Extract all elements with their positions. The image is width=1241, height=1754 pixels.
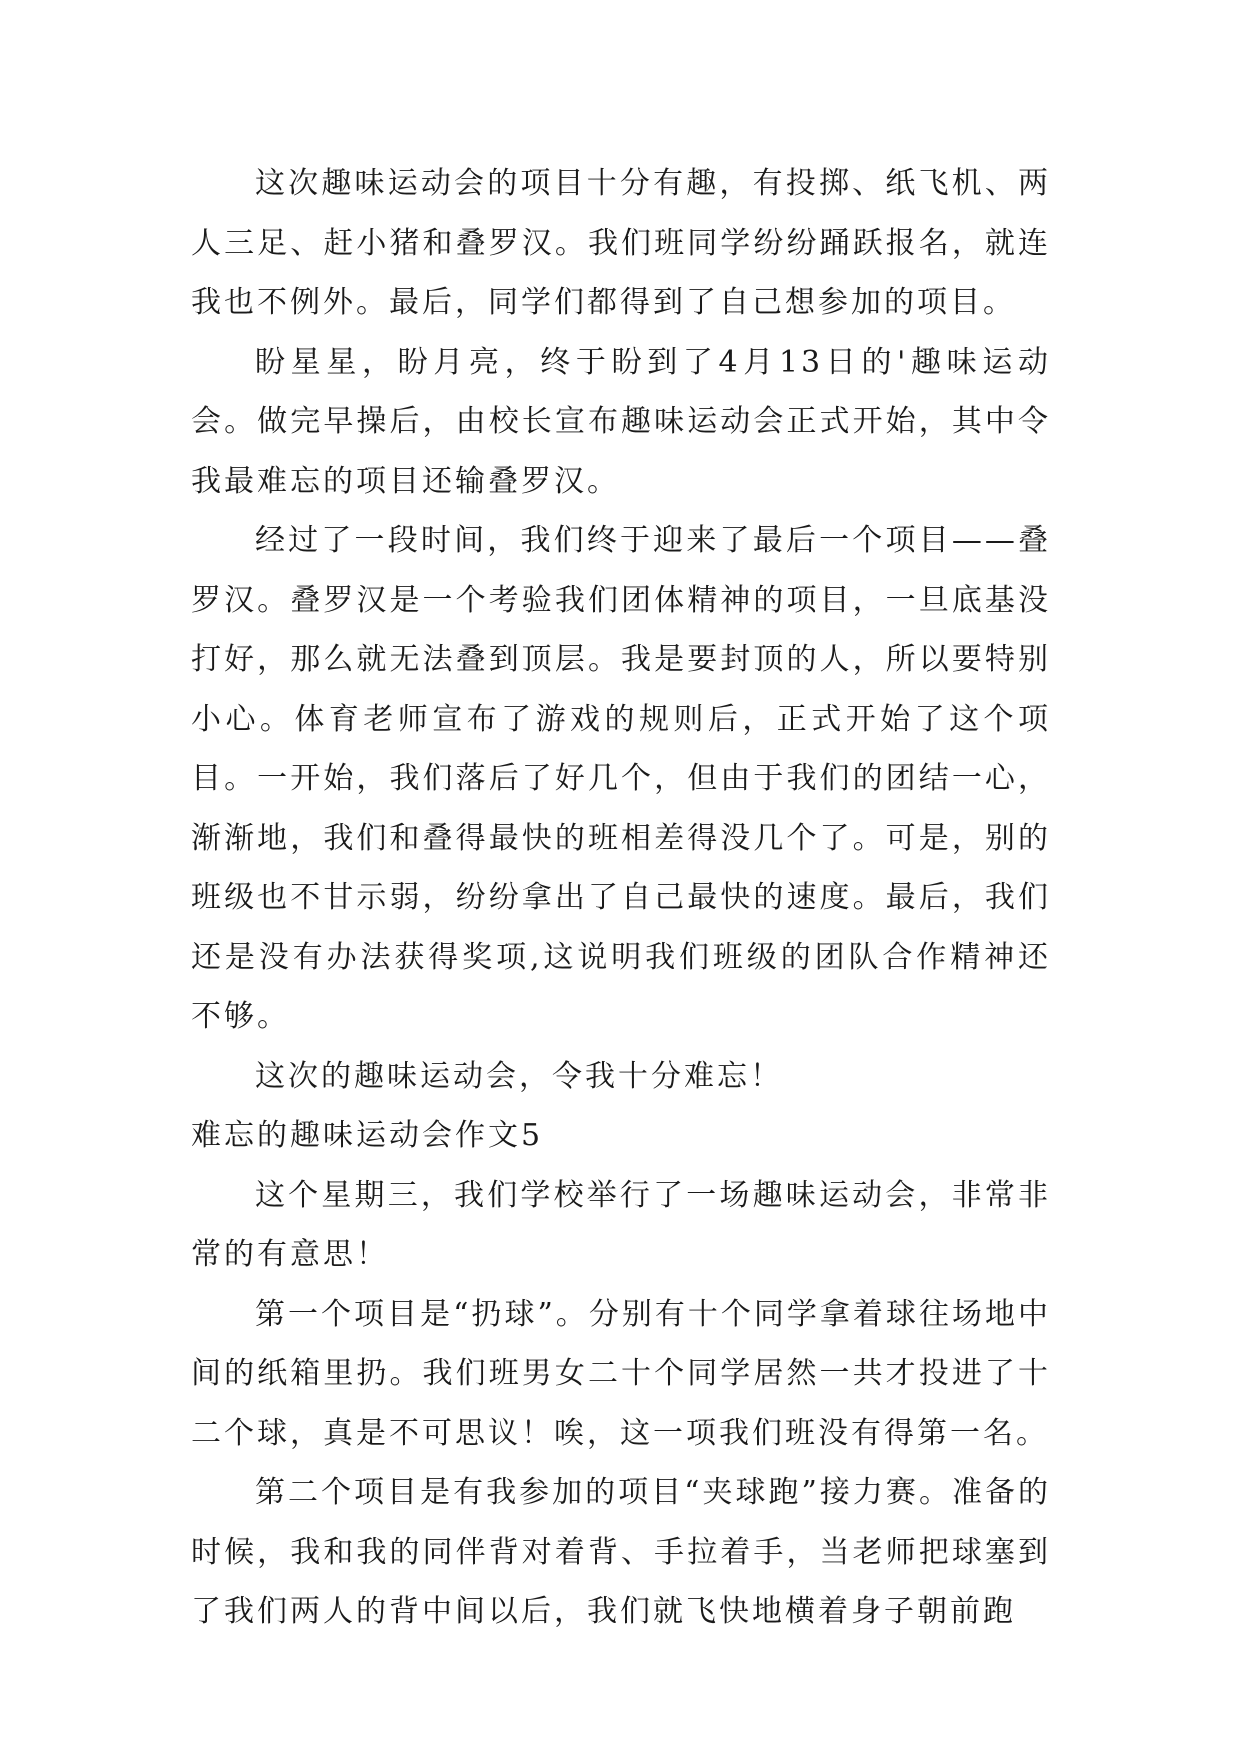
paragraph: 这次的趣味运动会，令我十分难忘！ bbox=[255, 1058, 783, 1094]
paragraph: 这次趣味运动会的项目十分有趣，有投掷、纸飞机、两人三足、赶小猪和叠罗汉。我们班同学纷纷踊跃报名，就连我也不例外。最后，同学们都得到了自己想参加的项目。 bbox=[191, 166, 1051, 320]
paragraph: 这个星期三，我们学校举行了一场趣味运动会，非常非常的有意思！ bbox=[191, 1177, 1051, 1272]
document-body bbox=[191, 154, 1051, 1642]
paragraph: 第二个项目是有我参加的项目“夹球跑”接力赛。准备的时候，我和我的同伴背对着背、手拉着手，当老师把球塞到了我们两人的背中间以后，我们就飞快地横着身子朝前跑 bbox=[191, 1475, 1051, 1629]
section-heading: 难忘的趣味运动会作文5 bbox=[191, 1118, 544, 1153]
paragraph: 经过了一段时间，我们终于迎来了最后一个项目——叠罗汉。叠罗汉是一个考验我们团体精神的项目，一旦底基没打好，那么就无法叠到顶层。我是要封顶的人，所以要特别小心。体育老师宣布了游戏的规则后，正式开始了这个项目。一开始，我们落后了好几个，但由于我们的团结一心，渐渐地，我们和叠得最快的班相差得没几个了。可是，别的班级也不甘示弱，纷纷拿出了自己最快的速度。最后，我们还是没有办法获得奖项,这说明我们班级的团队合作精神还不够。 bbox=[191, 523, 1051, 1034]
paragraph: 盼星星，盼月亮，终于盼到了4月13日的'趣味运动会。做完早操后，由校长宣布趣味运动会正式开始，其中令我最难忘的项目还输叠罗汉。 bbox=[191, 344, 1051, 499]
paragraph: 第一个项目是“扔球”。分别有十个同学拿着球往场地中间的纸箱里扔。我们班男女二十个同学居然一共才投进了十二个球，真是不可思议！唉，这一项我们班没有得第一名。 bbox=[191, 1296, 1051, 1451]
